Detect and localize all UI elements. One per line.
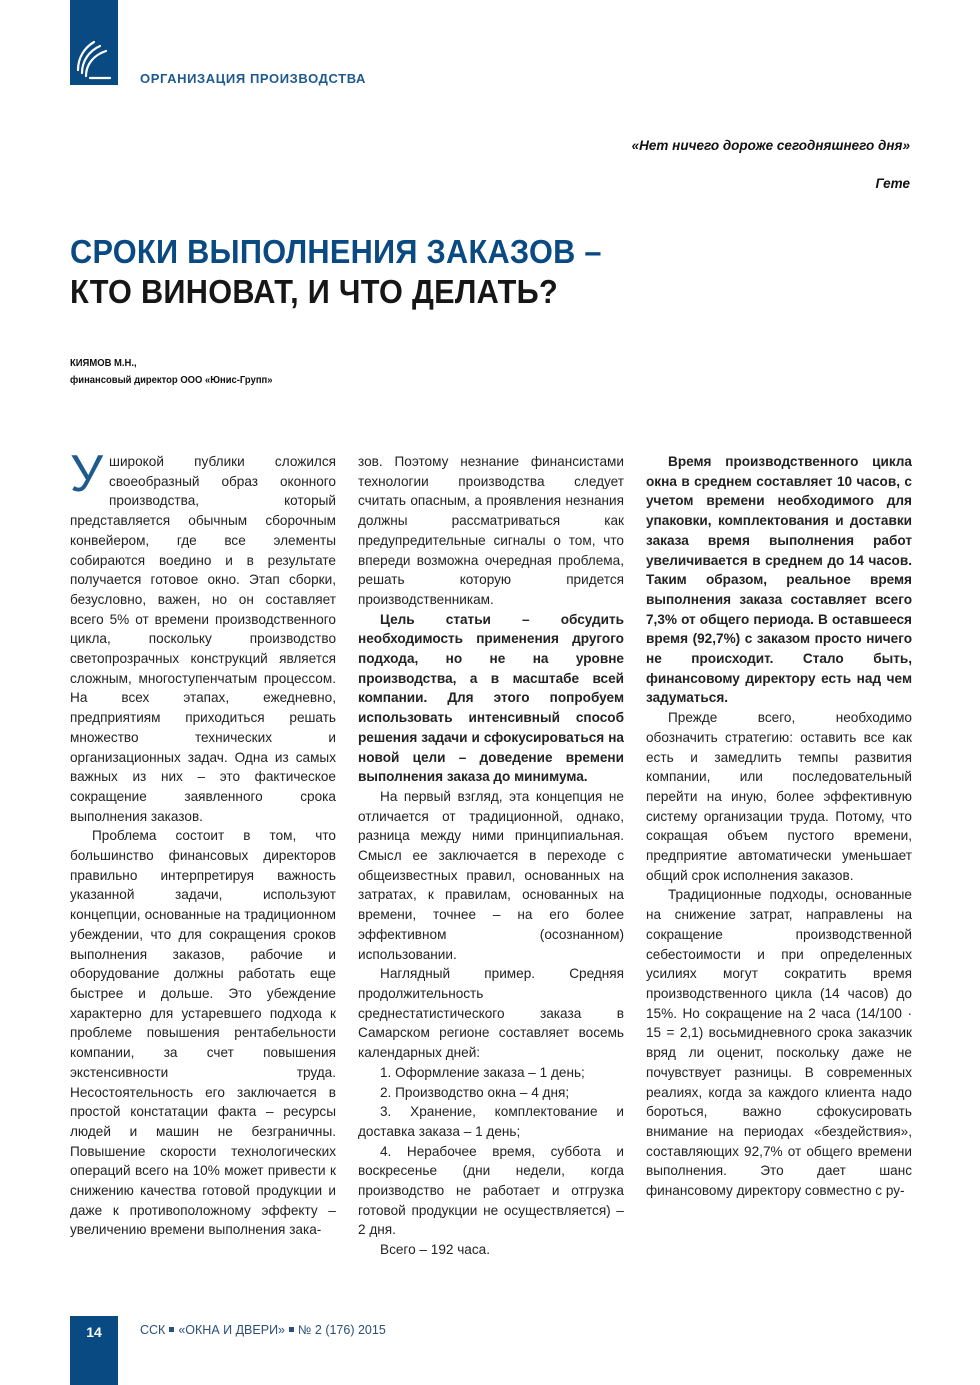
square-bullet-icon [289,1327,294,1332]
article-body [70,445,912,1272]
square-bullet-icon [169,1327,174,1332]
paragraph-highlight: Время производственного цикла окна в среднем составляет 10 часов, с учетом времени необходимого для упаковки, комплектования и доставки заказа время выполнения работ увеличивается в среднем до 14 часов. Таким образом, реальное время выполнения заказа составляет всего 7,3% от общего периода. В оставшееся время (92,7%) с заказом просто ничего не происходит. Стало быть, финансовому директору есть над чем задуматься. [646,454,912,706]
page-number-box [70,1316,118,1385]
footer-part: «ОКНА И ДВЕРИ» [178,1323,286,1337]
author-name: КИЯМОВ М.Н., [70,357,137,369]
article-title [70,232,602,312]
author-position: финансовый директор ООО «Юнис-Групп» [70,374,273,386]
footer-part: ССК [140,1323,166,1337]
column-3 [646,452,912,1201]
list-item: 2. Производство окна – 4 дня; [380,1084,570,1100]
paragraph: Прежде всего, необходимо обозначить стратегию: оставить все как есть и замедлить темпы развития компании, или последовательный перейти на иную, более эффективную систему организации труда. Потому, что сокращая объем пустого времени, предприятие автоматически уменьшает общий срок исполнения заказов. [646,710,912,883]
page-number: 14 [86,1324,102,1340]
paragraph: У широкой публики сложился своеобразный образ оконного производства, который представляется обычным сборочным конвейером, где все элементы собираются воедино и в результате получается готовое окно. Этап сборки, безусловно, важен, но он составляет всего 5% от времени производственного цикла, поскольку производство светопрозрачных конструкций является сложным, многоступенчатым процессом. На всех этапах, ежедневно, предприятиям приходиться решать множество технических и организационных задач. Одна из самых важных из них – это фактическое сокращение заявленного срока выполнения заказов. [70,445,336,824]
paragraph: Всего – 192 часа. [380,1242,490,1258]
paragraph: На первый взгляд, эта концепция не отличается от традиционной, однако, разница между ними принципиальная. Смысл ее заключается в переходе с общеизвестных правил, основанных на затратах, к правилам, основанных на времени, точнее – на его более эффективном (осознанном) использовании. [358,788,624,962]
section-label: ОРГАНИЗАЦИЯ ПРОИЗВОДСТВА [140,71,367,86]
paragraph-highlight: Цель статьи – обсудить необходимость применения другого подхода, но не на уровне производства, а в масштабе всей компании. Для этого попробуем использовать интенсивный способ решения задачи и сфокусироваться на новой цели – доведение времени выполнения заказа до минимума. [358,611,624,785]
title-line-1: СРОКИ ВЫПОЛНЕНИЯ ЗАКАЗОВ – [70,233,602,270]
paragraph: зов. Поэтому незнание финансистами технологии производства следует считать опасным, а проявления незнания должны рассматриваться как предупредительные сигналы о том, что впереди возможна очередная проблема, решать которую придется производственникам. [358,454,624,607]
magazine-logo-icon [70,30,118,82]
paragraph: Проблема состоит в том, что большинство финансовых директоров правильно интерпретируя важность указанной задачи, используют концепции, основанные на традиционном убеждении, что для сокращения сроков выполнения заказов, рабочие и оборудование должны работать еще быстрее и дольше. Это убеждение характерно для устаревшего подхода к проблеме повышения рентабельности компании, за счет повышения экстенсивности труда. Несостоятельность его заключается в простой констатации факта – ресурсы людей и машин не безграничны. Повышение скорости технологических операций всего на 10% может привести к снижению качества готовой продукции и даже к противоположному эффекту – увеличению времени выполнения зака- [70,828,336,1238]
header-color-bar [70,0,118,85]
paragraph: Традиционные подходы, основанные на снижение затрат, направлены на сокращение производственной себестоимости и при определенных усилиях могут сократить время производственного цикла (14 часов) до 15%. Но сокращение на 2 часа (14/100 · 15 = 2,1) восьмидневного срока заказчик вряд ли оценит, поскольку даже не почувствует разницы. В современных реалиях, когда за каждого клиента надо бороться, важно сфокусировать внимание на периодах «бездействия», составляющих 92,7% от общего времени выполнения. Это дает шанс финансовому директору совместно с ру- [646,887,912,1199]
epigraph [632,138,910,191]
epigraph-author: Гете [875,176,910,191]
list-item: 4. Нерабочее время, суббота и воскресенье (дни недели, когда производство не работает и отгрузка готовой продукции не осуществляется) – 2 дня. [358,1143,624,1238]
column-2 [358,452,624,1260]
list-item: 3. Хранение, комплектование и доставка заказа – 1 день; [358,1104,624,1139]
footer-part: № 2 (176) 2015 [298,1323,386,1337]
paragraph: Наглядный пример. Средняя продолжительность среднестатистического заказа в Самарском регионе составляет восемь календарных дней: [358,966,624,1061]
column-1 [70,445,336,1240]
list-item: 1. Оформление заказа – 1 день; [380,1064,585,1080]
byline [70,355,273,389]
title-line-2: КТО ВИНОВАТ, И ЧТО ДЕЛАТЬ? [70,273,558,310]
drop-cap: У [70,445,104,503]
footer-publication [140,1323,386,1337]
epigraph-quote: «Нет ничего дороже сегодняшнего дня» [631,138,910,153]
